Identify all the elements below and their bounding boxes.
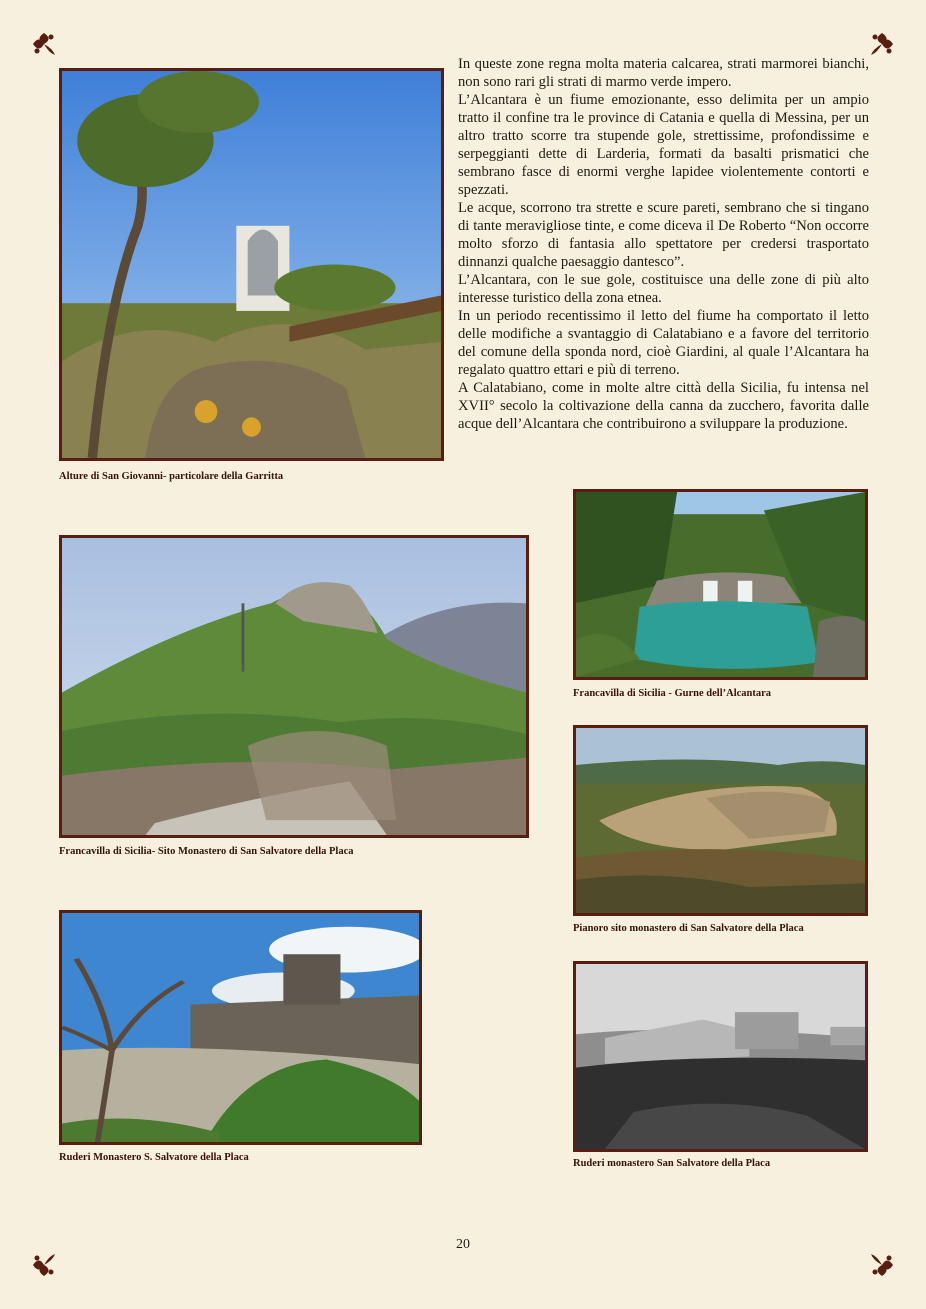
caption-pianoro: Pianoro sito monastero di San Salvatore della Placa: [573, 923, 804, 934]
paragraph: In queste zone regna molta materia calcarea, strati marmorei bianchi, non sono rari gli strati di marmo verde impero.: [458, 56, 869, 90]
photo-pianoro: [573, 725, 868, 916]
photo-sito-monastero: [59, 535, 529, 838]
caption-garritta: Alture di San Giovanni- particolare della Garritta: [59, 471, 284, 482]
caption-gurne: Francavilla di Sicilia - Gurne dell’Alcantara: [573, 688, 772, 699]
paragraph: L’Alcantara, con le sue gole, costituisce una delle zone di più alto interesse turistico della zona etnea.: [458, 272, 869, 306]
photo-ruderi-color: [59, 910, 422, 1145]
caption-ruderi-bw: Ruderi monastero San Salvatore della Placa: [573, 1158, 771, 1169]
corner-ornament-icon: [869, 1252, 895, 1278]
paragraph: In un periodo recentissimo il letto del fiume ha comportato il letto delle modifiche a svantaggio di Calatabiano e a favore del territorio del comune della sponda nord, cioè Giardini, al quale l’Alcantara ha regalato quattro ettari e più di terreno.: [458, 308, 869, 378]
corner-ornament-icon: [869, 31, 895, 57]
photo-garritta: [59, 68, 444, 461]
paragraph: A Calatabiano, come in molte altre città della Sicilia, fu intensa nel XVII° secolo la coltivazione della canna da zucchero, favorita dalle acque dell’Alcantara che contribuirono a sviluppare la produzione.: [458, 380, 869, 432]
paragraph: L’Alcantara è un fiume emozionante, esso delimita per un ampio tratto il confine tra le province di Catania e quella di Messina, per un altro tratto scorre tra stupende gole, strettissime, profondissime e serpeggianti dette di Larderia, formati da basalti prismatici che sembrano fasce di enormi verghe lapidee violentemente contorti e spezzati.: [458, 92, 869, 198]
article-text: [458, 55, 869, 433]
paragraph: Le acque, scorrono tra strette e scure pareti, sembrano che si tingano di tante meravigliose tinte, e come diceva il De Roberto “Non occorre molto sforzo di fantasia allo spettatore per credersi trasportato dinnanzi qualche paesaggio dantesco”.: [458, 200, 869, 270]
photo-ruderi-bw: [573, 961, 868, 1152]
corner-ornament-icon: [31, 31, 57, 57]
caption-ruderi-color: Ruderi Monastero S. Salvatore della Placa: [59, 1152, 249, 1163]
page-number: 20: [456, 1237, 470, 1252]
caption-sito-monastero: Francavilla di Sicilia- Sito Monastero di San Salvatore della Placa: [59, 846, 354, 857]
corner-ornament-icon: [31, 1252, 57, 1278]
photo-gurne-alcantara: [573, 489, 868, 680]
